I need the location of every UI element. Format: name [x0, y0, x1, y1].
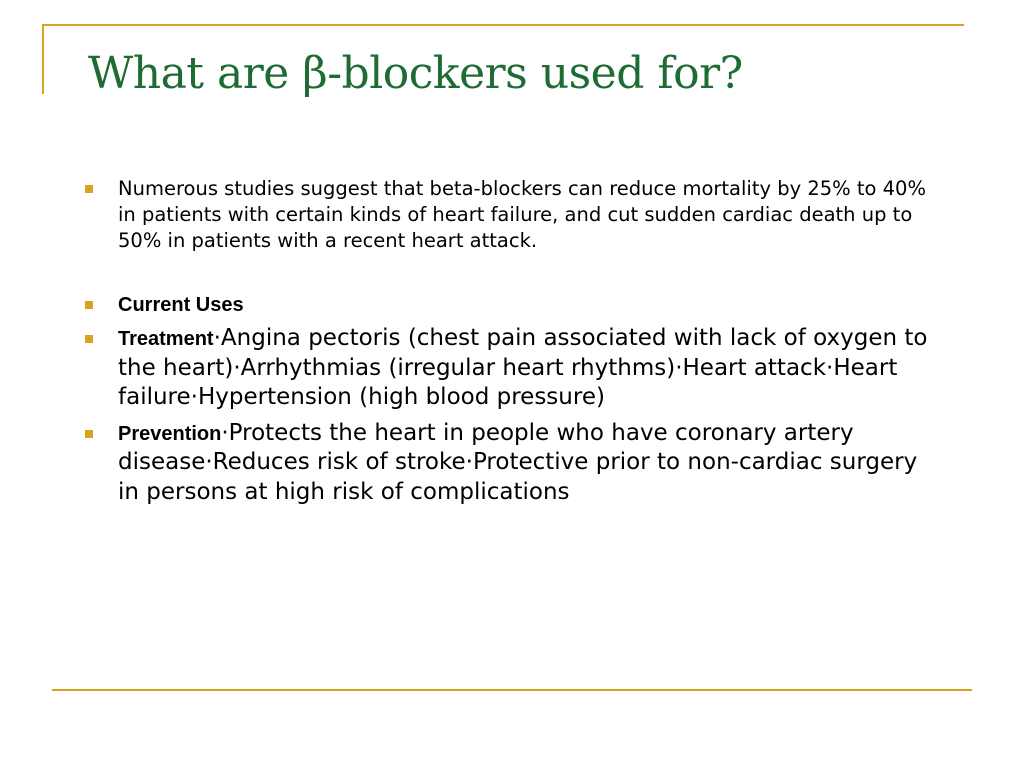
square-bullet-icon: [85, 185, 93, 193]
slide-title: What are β-blockers used for?: [88, 48, 743, 99]
bullet-item-mortality: [84, 176, 944, 254]
bullet-label-current-uses: Current Uses: [118, 294, 244, 316]
bullet-text: Protects the heart in people who have coronary artery disease·Reduces risk of stroke·Protective prior to non-cardiac surgery in persons at high risk of complications: [118, 419, 918, 505]
separator: ·: [221, 419, 229, 446]
frame-left-line: [42, 24, 44, 94]
bullet-item-prevention: [84, 419, 944, 508]
separator: ·: [213, 325, 221, 351]
square-bullet-icon: [85, 430, 93, 438]
bullet-text: Angina pectoris (chest pain associated with lack of oxygen to the heart)·Arrhythmias (irregular heart rhythms)·Heart attack·Heart failure·Hypertension (high blood pressure): [118, 325, 928, 410]
bullet-text: Numerous studies suggest that beta-blockers can reduce mortality by 25% to 40% in patients with certain kinds of heart failure, and cut sudden cardiac death up to 50% in patients with a recent heart attack.: [118, 177, 926, 252]
bullet-item-treatment: [84, 324, 944, 413]
bullet-item-current-uses: [84, 292, 944, 318]
frame-top-line: [42, 24, 964, 26]
square-bullet-icon: [85, 301, 93, 309]
bullet-label-treatment: Treatment: [118, 328, 214, 350]
square-bullet-icon: [85, 335, 93, 343]
bullet-list: [84, 176, 944, 507]
bullet-label-prevention: Prevention: [118, 422, 222, 445]
frame-bottom-line: [52, 689, 972, 691]
